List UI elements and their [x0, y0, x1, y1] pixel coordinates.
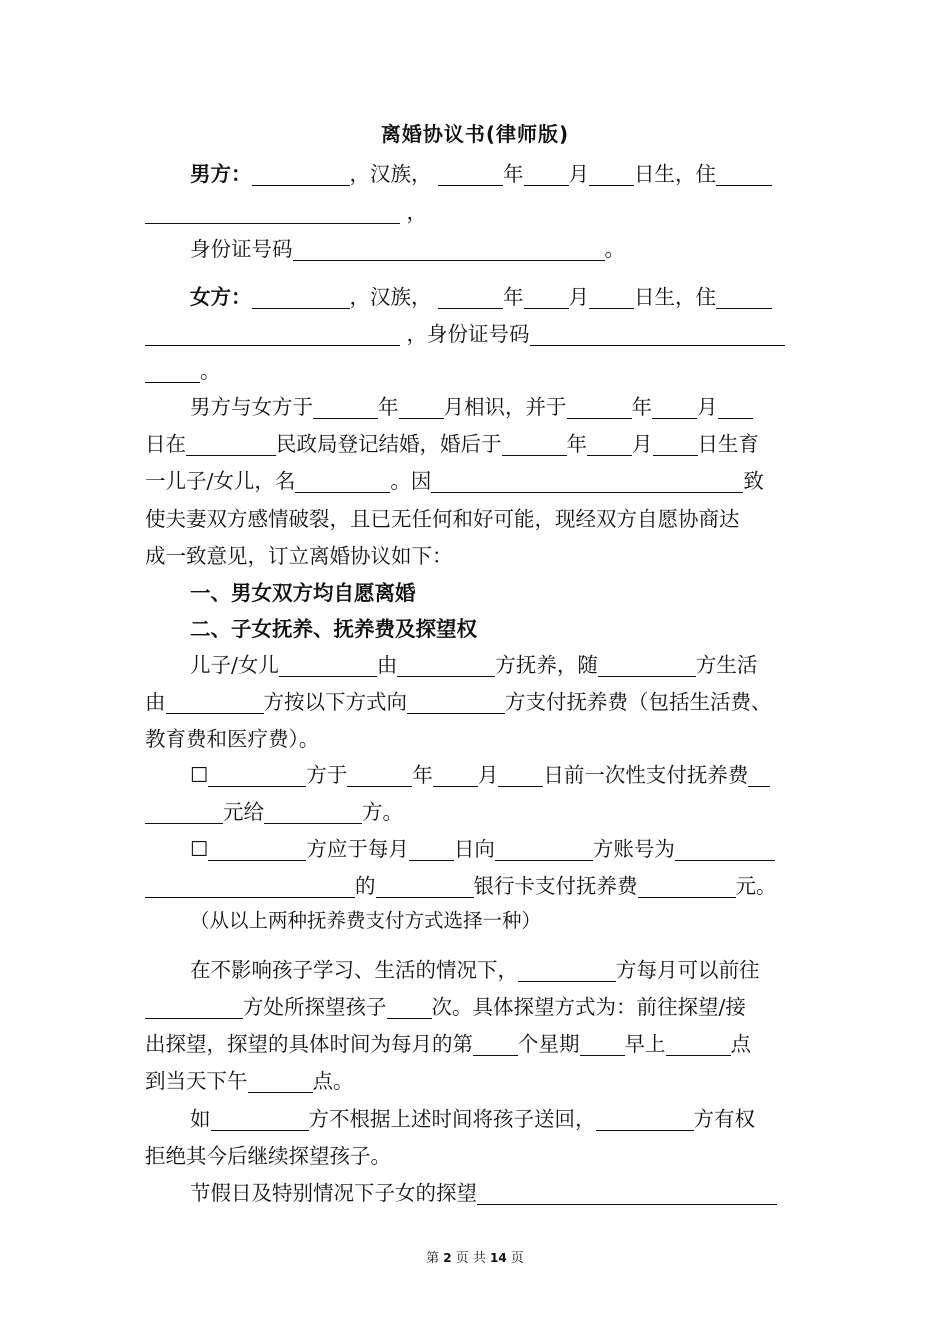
blank-field — [477, 1174, 777, 1205]
female-id-cont-line: 。 — [145, 352, 808, 390]
section-heading-1: 一、男女双方均自愿离婚 — [190, 581, 416, 605]
blank-field — [145, 867, 355, 898]
visit-line-4: 到当天下午 点。 — [145, 1062, 808, 1100]
blank-field — [587, 425, 632, 456]
agree-line: 成一致意见，订立离婚协议如下： — [145, 544, 453, 568]
blank-field — [666, 1025, 731, 1056]
feelings-line: 使夫妻双方感情破裂，且已无任何和好可能，现经双方自愿协商达 — [145, 507, 740, 531]
blank-field — [313, 388, 378, 419]
male-address-line: ， — [145, 193, 808, 231]
blank-field — [502, 425, 567, 456]
blank-field — [211, 1100, 309, 1131]
refuse-line-1: 如 方不根据上述时间将孩子送回， 方有权 — [190, 1100, 808, 1138]
blank-field — [498, 756, 543, 787]
refuse-line-2: 拒绝其今后继续探望孩子。 — [145, 1144, 391, 1168]
checkbox-lump-sum[interactable]: ☐ — [190, 763, 209, 787]
expense-line: 教育费和医疗费）。 — [145, 727, 320, 751]
blank-field — [748, 756, 770, 787]
child-name-line: 一儿子/女儿，名 。因 致 — [145, 462, 808, 500]
visit-line-2: 方处所探望孩子 次。具体探望方式为：前往探望/接 — [145, 988, 808, 1026]
option-lump-sum-line: ☐ 方于 年 月 日前一次性支付抚养费 — [190, 756, 808, 794]
met-line: 男方与女方于 年 月相识，并于 年 月 — [190, 388, 808, 426]
blank-field — [524, 278, 569, 309]
blank-field — [295, 462, 390, 493]
blank-field — [580, 1025, 625, 1056]
blank-field — [145, 988, 243, 1019]
blank-field — [387, 988, 432, 1019]
blank-field — [293, 230, 605, 261]
blank-field — [675, 830, 775, 861]
blank-field — [530, 315, 785, 346]
blank-field — [638, 867, 736, 898]
blank-field — [431, 462, 743, 493]
blank-field — [716, 155, 772, 186]
blank-field — [716, 278, 772, 309]
blank-field — [524, 155, 569, 186]
female-label: 女方： — [190, 285, 252, 309]
blank-field — [653, 425, 698, 456]
choose-note: （从以上两种抚养费支付方式选择一种） — [190, 909, 542, 932]
blank-field — [248, 1062, 313, 1093]
male-party-line: 男方： ，汉族， 年 月 日生，住 — [190, 155, 808, 193]
female-party-line: 女方： ，汉族， 年 月 日生，住 — [190, 278, 808, 316]
blank-field — [473, 1025, 518, 1056]
checkbox-monthly[interactable]: ☐ — [190, 837, 209, 861]
male-label: 男方： — [190, 162, 252, 186]
blank-field — [399, 388, 444, 419]
blank-field — [166, 683, 264, 714]
blank-field — [252, 278, 350, 309]
blank-field — [652, 388, 697, 419]
custody-line: 儿子/女儿 由 方抚养，随 方生活 — [190, 646, 808, 684]
blank-field — [567, 388, 632, 419]
blank-field — [589, 155, 634, 186]
page-footer: 第 2 页 共 14 页 — [426, 1251, 524, 1266]
blank-field — [495, 830, 593, 861]
visit-line-1: 在不影响孩子学习、生活的情况下， 方每月可以前往 — [190, 951, 808, 989]
page-number: 2 — [443, 1251, 452, 1265]
blank-field — [407, 683, 505, 714]
blank-field — [145, 193, 400, 224]
page-total: 14 — [490, 1251, 507, 1265]
blank-field — [145, 315, 400, 346]
visit-line-3: 出探望，探望的具体时间为每月的第 个星期 早上 点 — [145, 1025, 808, 1063]
blank-field — [397, 646, 495, 677]
blank-field — [264, 793, 362, 824]
document-title: 离婚协议书(律师版) — [380, 122, 570, 146]
blank-field — [208, 830, 306, 861]
blank-field — [376, 867, 474, 898]
option-lump-sum-cont: 元给 方。 — [145, 793, 808, 831]
option-monthly-cont: 的 银行卡支付抚养费 元。 — [145, 867, 808, 905]
section-heading-2: 二、子女抚养、抚养费及探望权 — [190, 617, 477, 641]
female-address-line: ，身份证号码 — [145, 315, 808, 353]
holiday-line: 节假日及特别情况下子女的探望 — [190, 1174, 808, 1212]
blank-field — [208, 756, 306, 787]
blank-field — [186, 425, 276, 456]
blank-field — [279, 646, 377, 677]
blank-field — [438, 278, 503, 309]
blank-field — [518, 951, 616, 982]
blank-field — [145, 793, 223, 824]
option-monthly-line: ☐ 方应于每月 日向 方账号为 — [190, 830, 808, 868]
blank-field — [596, 1100, 694, 1131]
blank-field — [598, 646, 696, 677]
blank-field — [252, 155, 350, 186]
register-line: 日在 民政局登记结婚，婚后于 年 月 日生育 — [145, 425, 808, 463]
male-id-line: 身份证号码 。 — [190, 230, 808, 268]
blank-field — [145, 352, 200, 383]
blank-field — [409, 830, 454, 861]
payment-line: 由 方按以下方式向 方支付抚养费（包括生活费、 — [145, 683, 808, 721]
blank-field — [589, 278, 634, 309]
blank-field — [347, 756, 412, 787]
blank-field — [438, 155, 503, 186]
blank-field — [718, 388, 753, 419]
blank-field — [433, 756, 478, 787]
